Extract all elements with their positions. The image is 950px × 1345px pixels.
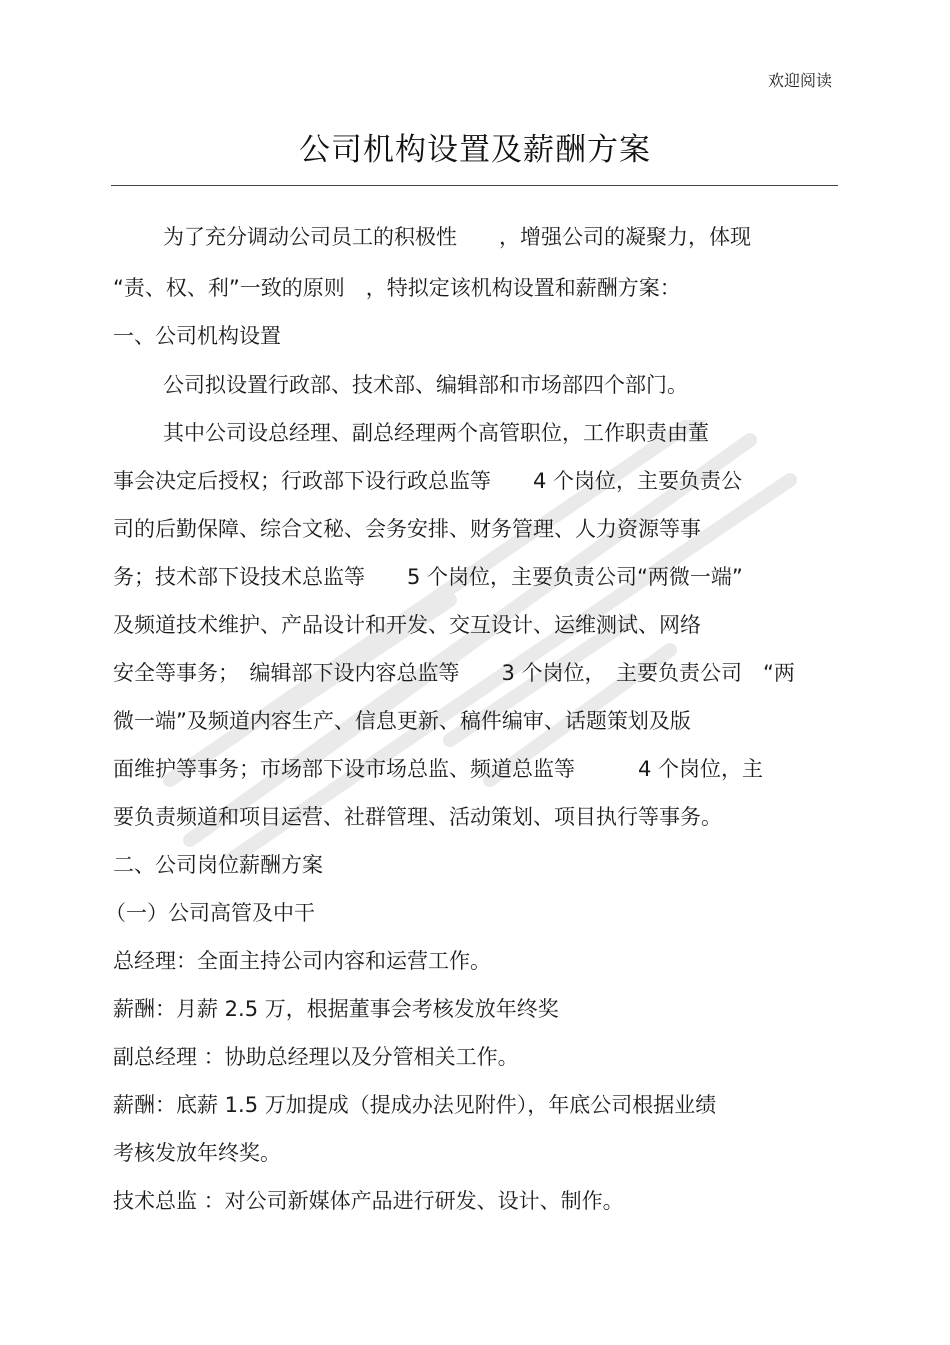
paragraph-line: 事会决定后授权；行政部下设行政总监等 4 个岗位，主要负责公 xyxy=(113,469,743,493)
paragraph-line: 其中公司设总经理、副总经理两个高管职位，工作职责由董 xyxy=(163,421,709,445)
paragraph-line: “责、权、利”一致的原则 ，特拟定该机构设置和薪酬方案： xyxy=(113,276,681,300)
paragraph-line: 面维护等事务；市场部下设市场总监、频道总监等 4 个岗位，主 xyxy=(113,757,764,781)
paragraph-line: 务；技术部下设技术总监等 5 个岗位，主要负责公司“两微一端” xyxy=(113,565,743,589)
paragraph-line: 薪酬：月薪 2.5 万，根据董事会考核发放年终奖 xyxy=(113,997,559,1021)
section-heading: 一、公司机构设置 xyxy=(113,324,281,348)
paragraph-line: 考核发放年终奖。 xyxy=(113,1141,281,1165)
paragraph-line: 微一端”及频道内容生产、信息更新、稿件编审、话题策划及版 xyxy=(113,709,691,733)
paragraph-line: 要负责频道和项目运营、社群管理、活动策划、项目执行等事务。 xyxy=(113,805,722,829)
page-title: 公司机构设置及薪酬方案 xyxy=(299,132,651,168)
paragraph-line: 总经理：全面主持公司内容和运营工作。 xyxy=(113,949,491,973)
paragraph-line: 及频道技术维护、产品设计和开发、交互设计、运维测试、网络 xyxy=(113,613,701,637)
paragraph-line: 技术总监 ：对公司新媒体产品进行研发、设计、制作。 xyxy=(113,1189,624,1213)
paragraph-line: 公司拟设置行政部、技术部、编辑部和市场部四个部门。 xyxy=(163,373,688,397)
paragraph-line: 司的后勤保障、综合文秘、会务安排、财务管理、人力资源等事 xyxy=(113,517,701,541)
subsection-heading: （一）公司高管及中干 xyxy=(105,901,315,925)
title-divider xyxy=(111,185,838,186)
paragraph-line: 副总经理 ：协助总经理以及分管相关工作。 xyxy=(113,1045,519,1069)
section-heading: 二、公司岗位薪酬方案 xyxy=(113,853,323,877)
paragraph-line: 安全等事务； 编辑部下设内容总监等 3 个岗位， 主要负责公司 “两 xyxy=(113,661,795,685)
paragraph-line: 薪酬：底薪 1.5 万加提成（提成办法见附件），年底公司根据业绩 xyxy=(113,1093,717,1117)
header-note: 欢迎阅读 xyxy=(767,71,832,90)
paragraph-line: 为了充分调动公司员工的积极性 ，增强公司的凝聚力，体现 xyxy=(163,225,751,249)
